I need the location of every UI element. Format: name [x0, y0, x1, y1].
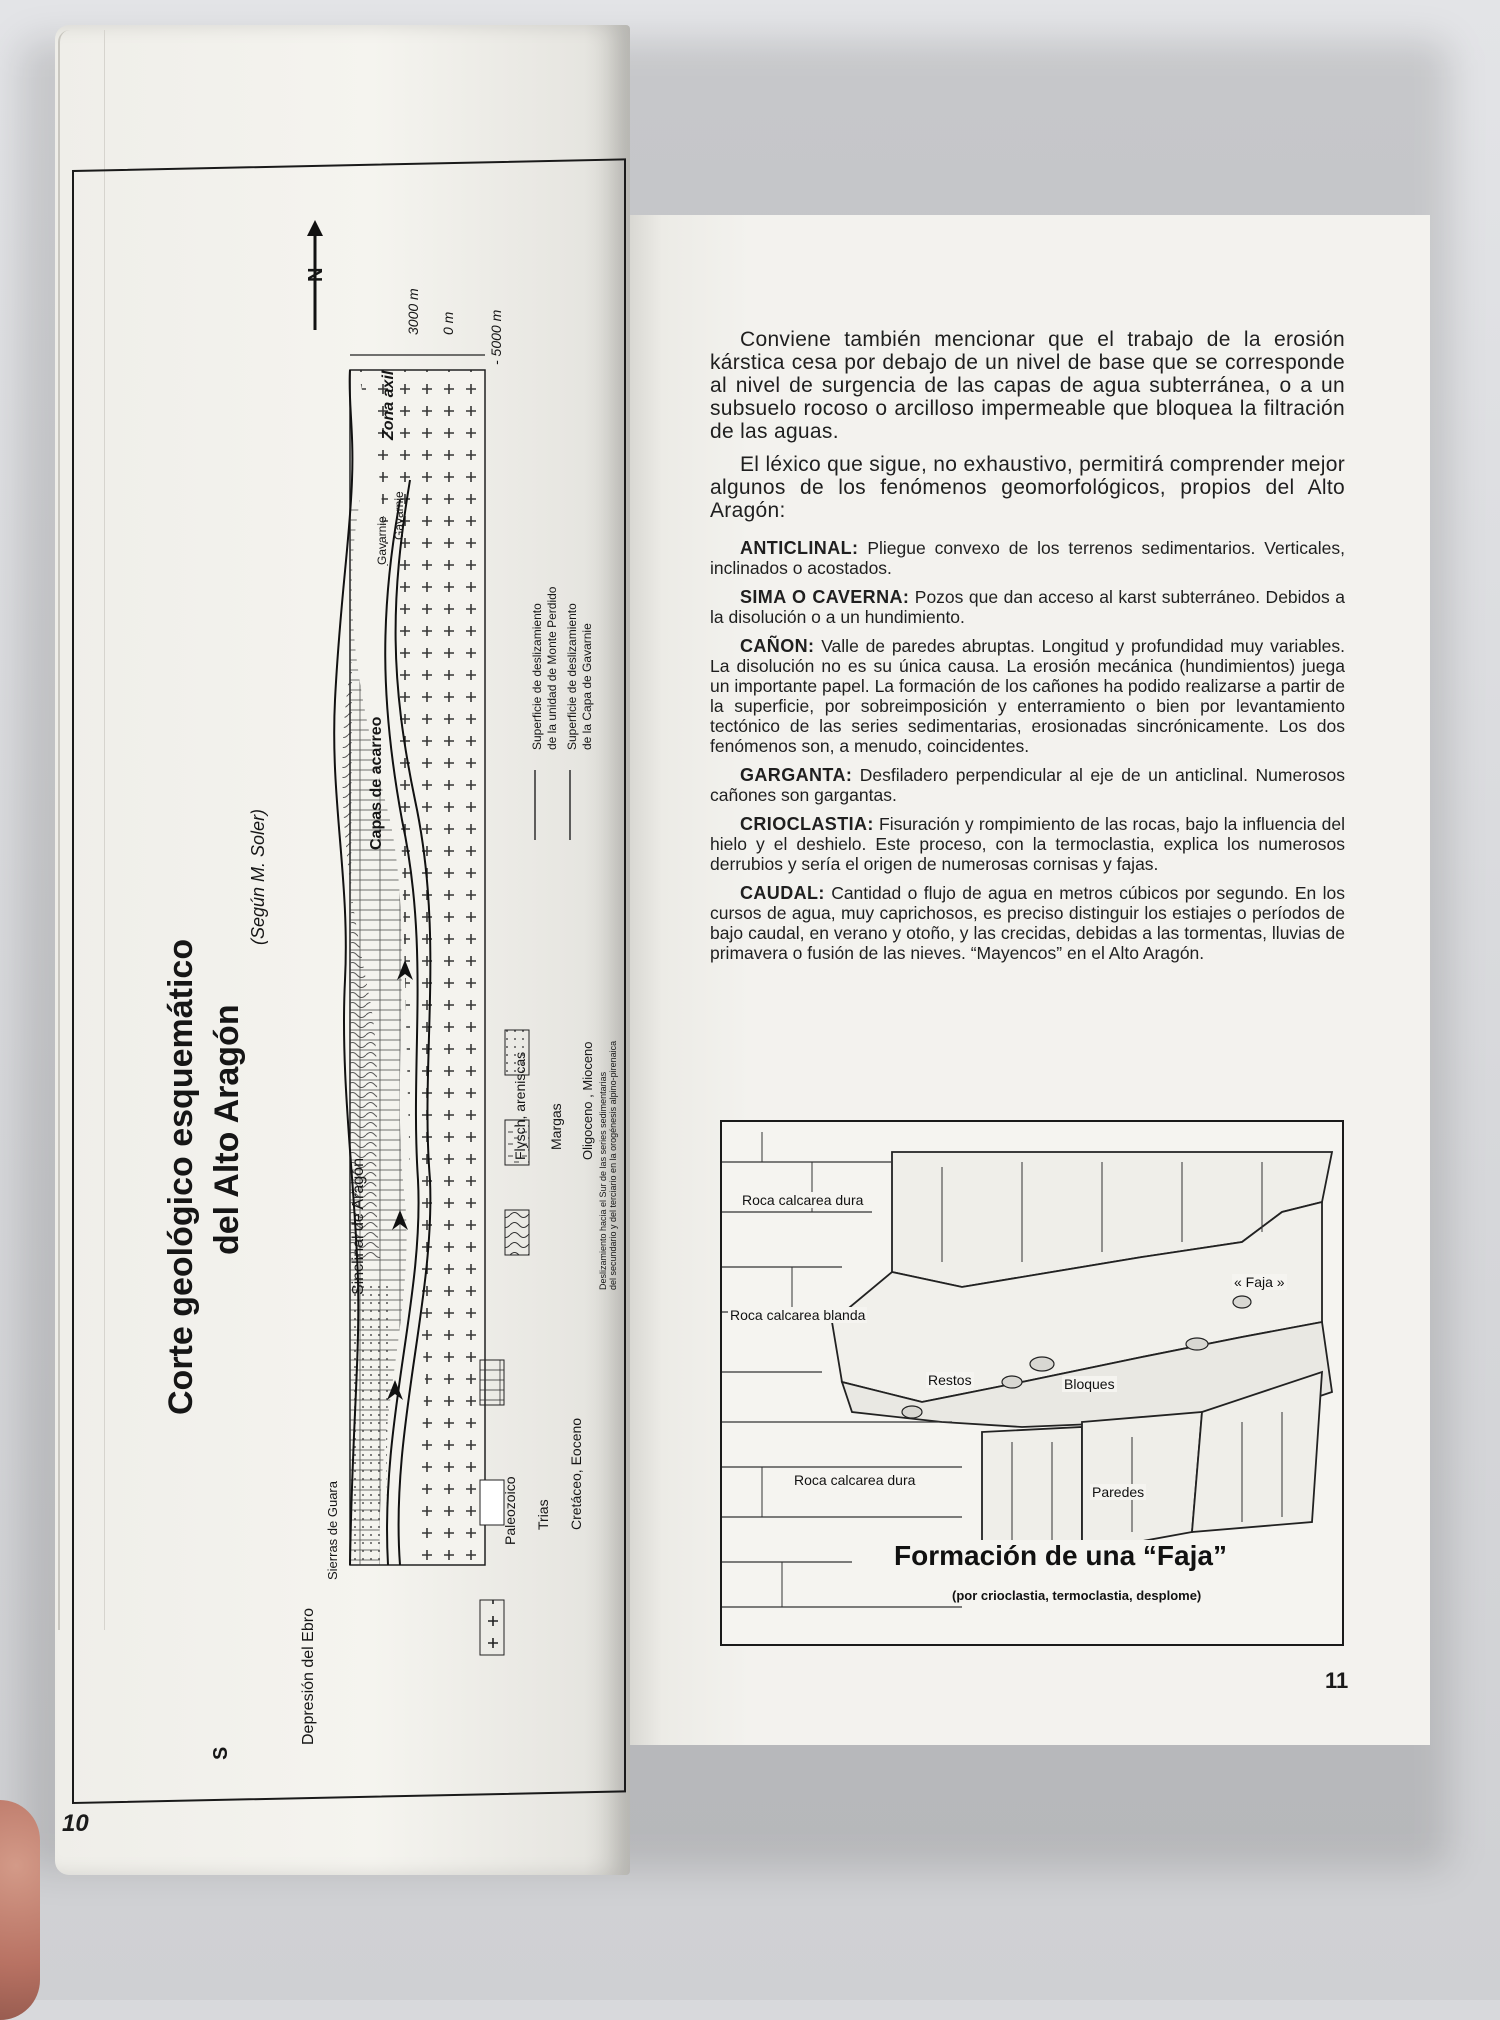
label-gavarnie: Gavarnie	[375, 516, 389, 565]
label-paredes: Paredes	[1092, 1484, 1145, 1500]
figure-subtitle: (por crioclastia, termoclastia, desplome)	[952, 1588, 1202, 1603]
glossary-entry	[710, 538, 1345, 578]
glossary-term: GARGANTA:	[740, 765, 853, 785]
label-elev-top: 3000 m	[405, 288, 421, 335]
glossary-term: SIMA O CAVERNA:	[740, 587, 910, 607]
glossary-entry	[710, 587, 1345, 627]
label-sierras: Sierras de Guara	[325, 1481, 340, 1580]
glossary-definition: Pozos que dan acceso al karst subterráneo. Debidos a la disolución o a un hundimiento.	[710, 587, 1345, 627]
glossary-definition: Pliegue convexo de los terrenos sedimentarios. Verticales, inclinados o acostados.	[710, 538, 1345, 578]
note-superficie-1: Superficie de deslizamiento	[530, 603, 544, 750]
glossary-definition: Cantidad o flujo de agua en metros cúbicos por segundo. En los cursos de agua, muy caprichosos, es preciso distinguir los estiajes o períodos de bajo caudal, en verano y otoño, y las crecidas, debidas a las tormentas, lluvias de primavera o fusión de las nieves. “Mayencos” en el Alto Aragón.	[710, 883, 1345, 963]
label-blanda: Roca calcarea blanda	[730, 1307, 866, 1323]
label-dura-top: Roca calcarea dura	[742, 1192, 864, 1208]
legend-oligoceno: Oligoceno , Mioceno	[580, 1041, 595, 1160]
paragraph-1-text: Conviene también mencionar que el trabajo de la erosión kárstica cesa por debajo de un nivel de base que se corresponde al nivel de surgencia de las capas de agua subterránea, o a un subsuelo rocoso o arcilloso impermeable que bloquea la filtración de las aguas.	[710, 328, 1345, 443]
label-capas: Capas de acarreo	[368, 716, 385, 850]
legend-trias: Trias	[535, 1499, 551, 1530]
section-title-line2: del Alto Aragón	[208, 1004, 246, 1255]
label-elev-bottom: - 5000 m	[488, 309, 504, 365]
section-credit: (Según M. Soler)	[248, 808, 268, 945]
note-superficie-1b: de la unidad de Monte Perdido	[545, 586, 559, 750]
thumb	[0, 1800, 40, 2020]
south-label: S	[210, 1746, 232, 1760]
glossary-entry	[710, 883, 1345, 963]
section-title-line1: Corte geológico esquemático	[162, 938, 200, 1415]
paragraph-2	[710, 453, 1345, 522]
glossary-term: ANTICLINAL:	[740, 538, 859, 558]
label-gavarnie-2: Gavarnie	[392, 491, 406, 540]
label-sinclinal: Sinclinal de Aragón	[350, 1158, 367, 1295]
legend-flysch: Flysch, areniscas	[512, 1051, 528, 1160]
glossary-entry	[710, 814, 1345, 874]
paragraph-2-text: El léxico que sigue, no exhaustivo, permitirá comprender mejor algunos de los fenómenos geomorfológicos, propios del Alto Aragón:	[710, 453, 1345, 522]
left-page-number: 10	[62, 1810, 89, 1837]
glossary-entry	[710, 636, 1345, 756]
label-elev-zero: 0 m	[440, 311, 456, 335]
note-deslizamiento: Deslizamiento hacia el Sur de las series sedimentarias	[598, 1071, 608, 1290]
geological-cross-section	[240, 180, 630, 1780]
figure-title: Formación de una “Faja”	[890, 1540, 1231, 1572]
glossary-term: CAUDAL:	[740, 883, 825, 903]
label-dura-bottom: Roca calcarea dura	[794, 1472, 916, 1488]
label-depresion: Depresión del Ebro	[300, 1608, 317, 1745]
glossary-entry	[710, 765, 1345, 805]
glossary-definition: Valle de paredes abruptas. Longitud y profundidad muy variables. La disolución no es su única causa. La erosión mecánica (hundimientos) juega un importante papel. La formación de los cañones ha podido realizarse a partir de la superficie, por sobreimposición y enterramiento o bien por levantamiento tectónico de las series sedimentarias, erosionadas sincrónicamente. Los dos fenómenos son, a menudo, coincidentes.	[710, 636, 1345, 756]
north-label: N	[305, 267, 327, 282]
label-restos: Restos	[928, 1372, 972, 1388]
label-bloques: Bloques	[1064, 1376, 1115, 1392]
glossary-term: CAÑON:	[740, 636, 815, 656]
label-faja: « Faja »	[1234, 1274, 1285, 1290]
legend-paleozoico: Paleozoico	[502, 1476, 518, 1545]
glossary-term: CRIOCLASTIA:	[740, 814, 874, 834]
note-superficie-2b: de la Capa de Gavarnie	[580, 623, 594, 750]
faja-figure	[720, 1120, 1344, 1646]
label-zona-axil: Zona axil	[380, 370, 397, 440]
legend-cretaceo: Cretáceo, Eoceno	[568, 1417, 584, 1530]
note-deslizamiento-2: del secundario y del terciario en la orogénesis alpino-pirenaica	[608, 1040, 618, 1290]
glossary-definition: Fisuración y rompimiento de las rocas, bajo la influencia del hielo y el deshielo. Este proceso, con la termoclastia, explica los numerosos derrubios y sería el origen de numerosas cornisas y fajas.	[710, 814, 1345, 874]
right-page-number: 11	[1325, 1668, 1349, 1693]
glossary-definition: Desfiladero perpendicular al eje de un anticlinal. Numerosos cañones son gargantas.	[710, 765, 1345, 805]
paragraph-1	[710, 328, 1345, 443]
note-superficie-2: Superficie de deslizamiento	[565, 603, 579, 750]
body-text	[710, 328, 1345, 972]
legend-margas: Margas	[548, 1103, 564, 1150]
